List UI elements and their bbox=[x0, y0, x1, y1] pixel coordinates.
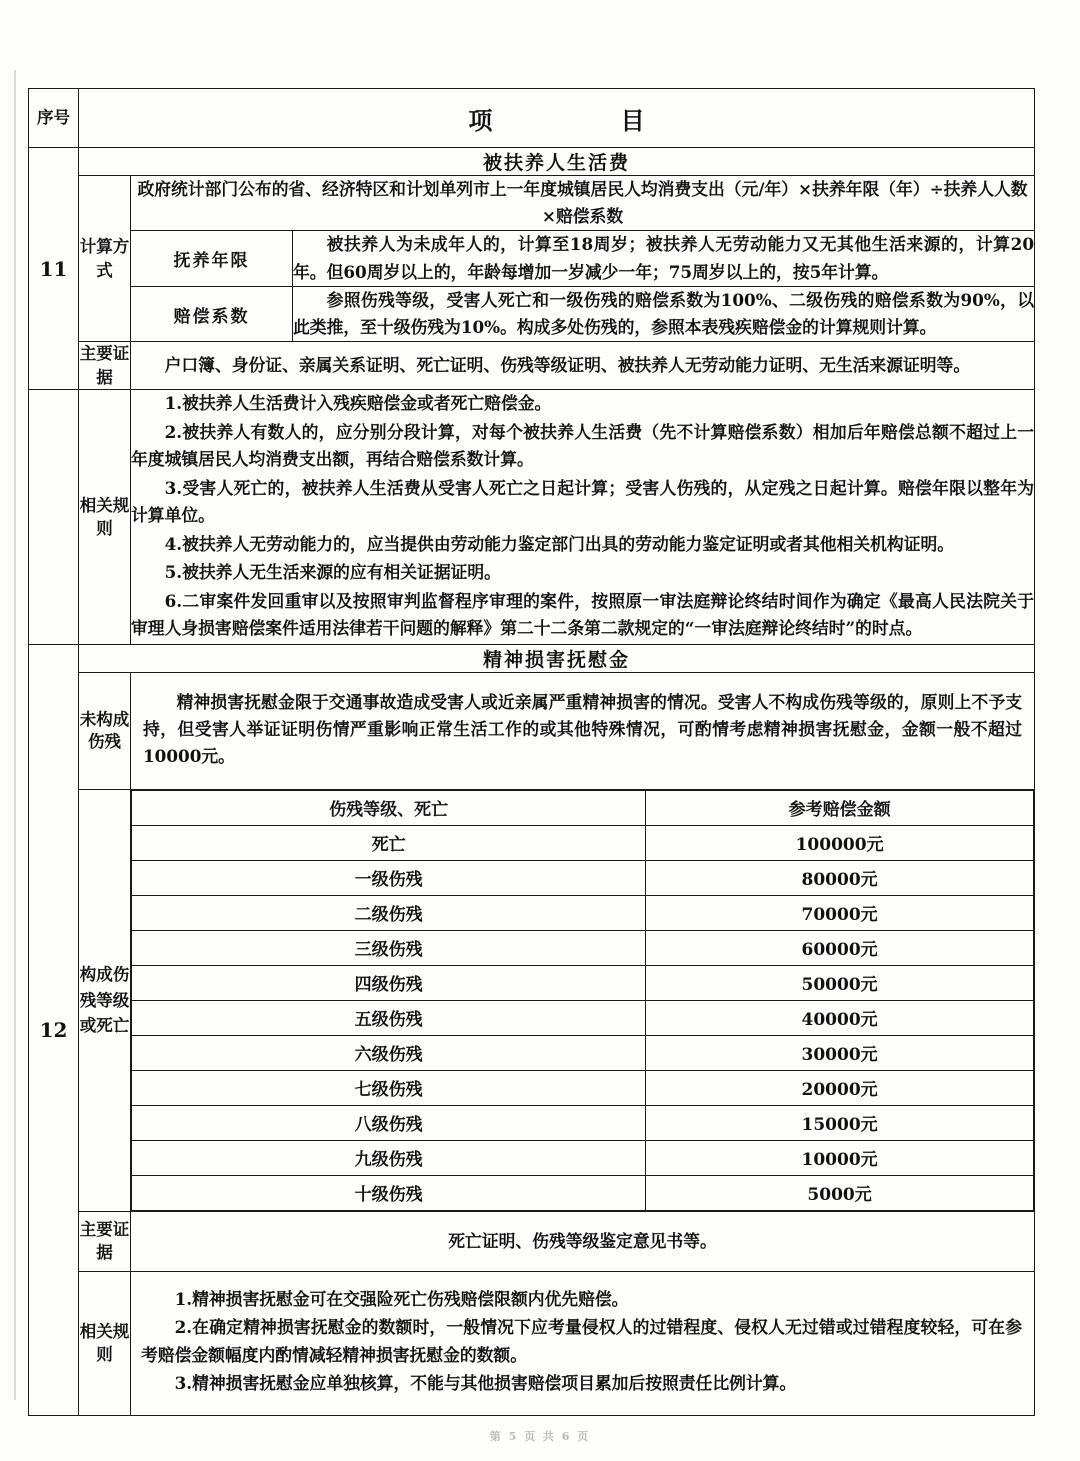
header-serial-label: 序号 bbox=[37, 108, 70, 128]
serial-number-12: 12 bbox=[29, 644, 79, 1415]
rules-list-12 bbox=[131, 1271, 1035, 1415]
amount-cell: 80000元 bbox=[646, 860, 1034, 895]
table-row bbox=[132, 1105, 1034, 1140]
evidence-text-11: 户口簿、身份证、亲属关系证明、死亡证明、伤残等级证明、被扶养人无劳动能力证明、无生活来源证明等。 bbox=[131, 342, 1035, 390]
amount-header-row bbox=[132, 790, 1034, 825]
amount-cell: 30000元 bbox=[646, 1035, 1034, 1070]
amount-col-header-value: 参考赔偿金额 bbox=[646, 790, 1034, 825]
amount-col-header-grade: 伤残等级、死亡 bbox=[132, 790, 646, 825]
table-row bbox=[132, 965, 1034, 1000]
section-title-mental-damages: 精神损害抚慰金 bbox=[79, 644, 1035, 672]
amount-cell: 5000元 bbox=[646, 1175, 1034, 1210]
grade-cell: 九级伤残 bbox=[132, 1140, 646, 1175]
support-years-label: 抚养年限 bbox=[131, 231, 293, 286]
amount-cell: 20000元 bbox=[646, 1070, 1034, 1105]
table-row bbox=[132, 1175, 1034, 1210]
table-row bbox=[132, 895, 1034, 930]
rules-list-11 bbox=[131, 390, 1035, 645]
support-years-text: 被扶养人为未成年人的，计算至18周岁；被扶养人无劳动能力又无其他生活来源的，计算20年。但60周岁以上的，年龄每增加一岁减少一年；75周岁以上的，按5年计算。 bbox=[293, 231, 1035, 286]
table-row bbox=[132, 930, 1034, 965]
amount-cell: 10000元 bbox=[646, 1140, 1034, 1175]
amount-cell: 50000元 bbox=[646, 965, 1034, 1000]
grade-cell: 死亡 bbox=[132, 825, 646, 860]
disability-grades-row bbox=[29, 789, 1035, 1211]
table-row bbox=[132, 1140, 1034, 1175]
amount-cell: 70000元 bbox=[646, 895, 1034, 930]
header-project-cell: 项 目 bbox=[79, 89, 1035, 148]
calc-method-label: 计算方式 bbox=[79, 176, 131, 342]
table-row bbox=[132, 1000, 1034, 1035]
rules-label-11: 相关规则 bbox=[79, 390, 131, 645]
table-row bbox=[132, 1070, 1034, 1105]
compensation-coefficient-label: 赔偿系数 bbox=[131, 286, 293, 341]
compensation-items-table bbox=[28, 88, 1035, 1416]
amount-table-cell bbox=[131, 789, 1035, 1211]
table-row bbox=[132, 825, 1034, 860]
no-disability-text: 精神损害抚慰金限于交通事故造成受害人或近亲属严重精神损害的情况。受害人不构成伤残等级的，原则上不予支持，但受害人举证证明伤情严重影响正常生活工作的或其他特殊情况，可酌情考虑精神损害抚慰金，金额一般不超过10000元。 bbox=[131, 672, 1035, 789]
amount-cell: 40000元 bbox=[646, 1000, 1034, 1035]
rule-item: 4.被扶养人无劳动能力的，应当提供由劳动能力鉴定部门出具的劳动能力鉴定证明或者其他相关机构证明。 bbox=[164, 533, 955, 554]
section-title-dependent-living-expenses: 被扶养人生活费 bbox=[79, 148, 1035, 176]
grade-cell: 七级伤残 bbox=[132, 1070, 646, 1105]
reference-amount-table bbox=[131, 790, 1034, 1211]
section-title-row-12 bbox=[29, 644, 1035, 672]
serial-spacer-11 bbox=[29, 390, 79, 645]
grade-cell: 四级伤残 bbox=[132, 965, 646, 1000]
evidence-row-12 bbox=[29, 1211, 1035, 1271]
section-title-row bbox=[29, 148, 1035, 176]
calc-formula-text: 政府统计部门公布的省、经济特区和计划单列市上一年度城镇居民人均消费支出（元/年）×扶养年限（年）÷扶养人人数×赔偿系数 bbox=[131, 176, 1035, 231]
calc-formula-row bbox=[29, 176, 1035, 231]
rules-label-12: 相关规则 bbox=[79, 1271, 131, 1415]
serial-number-11: 11 bbox=[29, 148, 79, 390]
rules-row-11 bbox=[29, 390, 1035, 645]
rule-item: 2.被扶养人有数人的，应分别分段计算，对每个被扶养人生活费（先不计算赔偿系数）相加后年赔偿总额不超过上一年度城镇居民人均消费支出额，再结合赔偿系数计算。 bbox=[131, 421, 1035, 470]
no-disability-label: 未构成伤残 bbox=[79, 672, 131, 789]
no-disability-row bbox=[29, 672, 1035, 789]
rule-item: 2.在确定精神损害抚慰金的数额时，一般情况下应考量侵权人的过错程度、侵权人无过错或过错程度较轻，可在参考赔偿金额幅度内酌情减轻精神损害抚慰金的数额。 bbox=[141, 1317, 1023, 1365]
grade-cell: 十级伤残 bbox=[132, 1175, 646, 1210]
rule-item: 3.精神损害抚慰金应单独核算，不能与其他损害赔偿项目累加后按照责任比例计算。 bbox=[174, 1373, 797, 1394]
rule-item: 3.受害人死亡的，被扶养人生活费从受害人死亡之日起计算；受害人伤残的，从定残之日起计算。赔偿年限以整年为计算单位。 bbox=[131, 477, 1035, 526]
rule-item: 1.被扶养人生活费计入残疾赔偿金或者死亡赔偿金。 bbox=[164, 393, 552, 414]
evidence-label-11: 主要证据 bbox=[79, 342, 131, 390]
scan-edge-artifact bbox=[14, 70, 16, 1400]
rule-item: 1.精神损害抚慰金可在交强险死亡伤残赔偿限额内优先赔偿。 bbox=[174, 1288, 629, 1309]
grade-cell: 三级伤残 bbox=[132, 930, 646, 965]
support-years-row bbox=[29, 231, 1035, 286]
grade-cell: 二级伤残 bbox=[132, 895, 646, 930]
grade-cell: 一级伤残 bbox=[132, 860, 646, 895]
grade-cell: 八级伤残 bbox=[132, 1105, 646, 1140]
compensation-coefficient-text: 参照伤残等级，受害人死亡和一级伤残的赔偿系数为100%、二级伤残的赔偿系数为90%，以此类推，至十级伤残为10%。构成多处伤残的，参照本表残疾赔偿金的计算规则计算。 bbox=[293, 286, 1035, 341]
rules-row-12 bbox=[29, 1271, 1035, 1415]
amount-cell: 60000元 bbox=[646, 930, 1034, 965]
amount-cell: 15000元 bbox=[646, 1105, 1034, 1140]
amount-cell: 100000元 bbox=[646, 825, 1034, 860]
disability-grades-label: 构成伤残等级或死亡 bbox=[79, 789, 131, 1211]
header-serial-cell bbox=[29, 89, 79, 148]
compensation-coefficient-row bbox=[29, 286, 1035, 341]
evidence-label-12: 主要证据 bbox=[79, 1211, 131, 1271]
table-header-row bbox=[29, 89, 1035, 148]
grade-cell: 五级伤残 bbox=[132, 1000, 646, 1035]
rule-item: 6.二审案件发回重审以及按照审判监督程序审理的案件，按照原一审法庭辩论终结时间作为确定《最高人民法院关于审理人身损害赔偿案件适用法律若干问题的解释》第二十二条第二款规定的“一审法庭辩论终结时”的时点。 bbox=[131, 590, 1035, 639]
table-row bbox=[132, 1035, 1034, 1070]
page-footer: 第 5 页 共 6 页 bbox=[489, 1430, 591, 1443]
evidence-row-11 bbox=[29, 342, 1035, 390]
table-row bbox=[132, 860, 1034, 895]
grade-cell: 六级伤残 bbox=[132, 1035, 646, 1070]
rule-item: 5.被扶养人无生活来源的应有相关证据证明。 bbox=[164, 562, 501, 583]
evidence-text-12: 死亡证明、伤残等级鉴定意见书等。 bbox=[131, 1211, 1035, 1271]
